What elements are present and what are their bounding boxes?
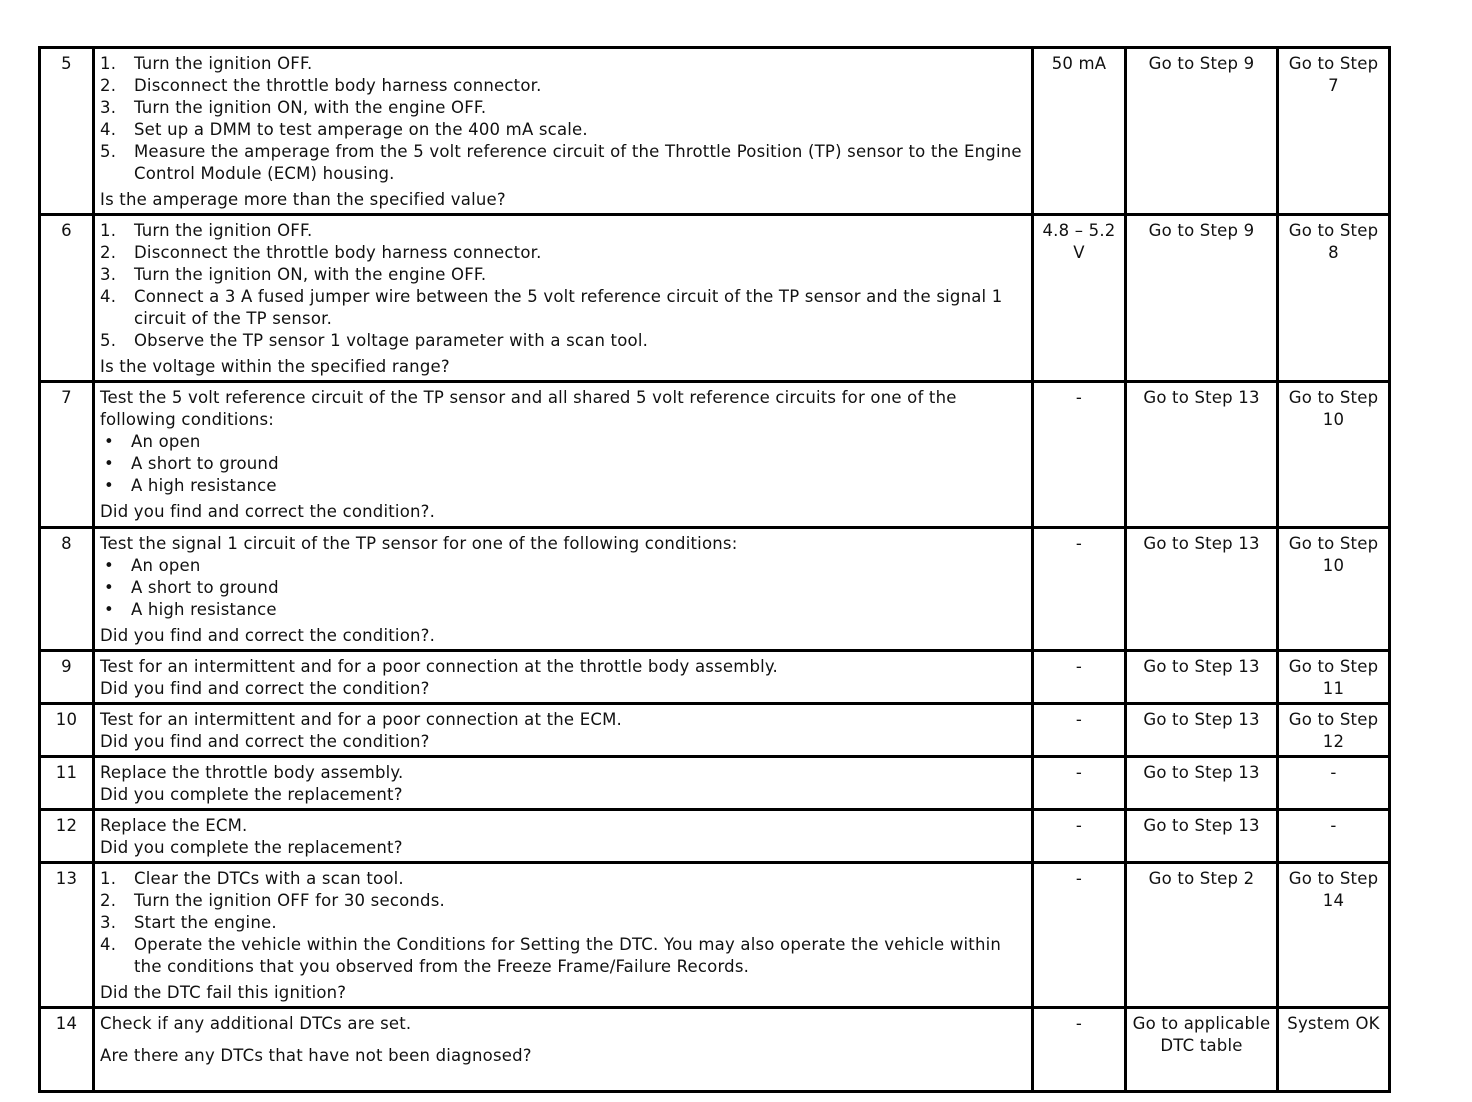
table-row [40, 757, 1390, 810]
step-intro: Test the 5 volt reference circuit of the TP sensor and all shared 5 volt reference circuits for one of the following conditions: [100, 388, 957, 429]
list-item: 1. Turn the ignition OFF. [100, 220, 1026, 242]
list-item: 2. Disconnect the throttle body harness connector. [100, 75, 1026, 97]
step-action [94, 215, 1033, 382]
step-question: Is the amperage more than the specified value? [100, 190, 506, 209]
table-row [40, 651, 1390, 704]
step-question: Is the voltage within the specified range? [100, 357, 450, 376]
step-number: 9 [40, 651, 94, 704]
step-value: - [1033, 863, 1126, 1008]
step-number: 13 [40, 863, 94, 1008]
table-row [40, 1008, 1390, 1092]
table-row [40, 704, 1390, 757]
step-action [94, 382, 1033, 528]
step-yes: Go to Step 13 [1126, 528, 1278, 651]
step-yes: Go to Step 13 [1126, 651, 1278, 704]
step-text: Replace the ECM. [100, 816, 248, 835]
step-value: - [1033, 810, 1126, 863]
list-item: 5. Measure the amperage from the 5 volt reference circuit of the Throttle Position (TP) sensor to the Engine Control Module (ECM) housing. [100, 141, 1026, 185]
step-question: Did you complete the replacement? [100, 785, 403, 804]
step-number: 6 [40, 215, 94, 382]
step-no: Go to Step 14 [1278, 863, 1390, 1008]
step-number: 14 [40, 1008, 94, 1092]
step-value: - [1033, 704, 1126, 757]
table-row [40, 48, 1390, 215]
list-item: 4. Set up a DMM to test amperage on the 400 mA scale. [100, 119, 1026, 141]
step-yes: Go to Step 2 [1126, 863, 1278, 1008]
diagnostic-table [38, 46, 1391, 1093]
step-question: Did the DTC fail this ignition? [100, 983, 347, 1002]
step-yes: Go to applicable DTC table [1126, 1008, 1278, 1092]
step-value: - [1033, 528, 1126, 651]
step-question: Did you find and correct the condition? [100, 679, 430, 698]
step-number: 8 [40, 528, 94, 651]
step-number: 11 [40, 757, 94, 810]
step-action [94, 757, 1033, 810]
step-yes: Go to Step 13 [1126, 810, 1278, 863]
table-row [40, 528, 1390, 651]
list-item: 3. Start the engine. [100, 912, 1026, 934]
step-text: Test for an intermittent and for a poor connection at the ECM. [100, 710, 622, 729]
step-question: Did you find and correct the condition? [100, 732, 430, 751]
step-value: - [1033, 651, 1126, 704]
step-yes: Go to Step 9 [1126, 48, 1278, 215]
list-item: • A short to ground [100, 577, 1026, 599]
step-text: Replace the throttle body assembly. [100, 763, 404, 782]
step-value: - [1033, 382, 1126, 528]
table-row [40, 863, 1390, 1008]
step-no: Go to Step 12 [1278, 704, 1390, 757]
step-yes: Go to Step 13 [1126, 757, 1278, 810]
list-item: 4. Connect a 3 A fused jumper wire between the 5 volt reference circuit of the TP sensor and the signal 1 circuit of the TP sensor. [100, 286, 1026, 330]
table-row [40, 810, 1390, 863]
step-question: Did you find and correct the condition?. [100, 626, 436, 645]
list-item: 2. Disconnect the throttle body harness connector. [100, 242, 1026, 264]
step-question: Are there any DTCs that have not been diagnosed? [100, 1046, 532, 1065]
table-row [40, 382, 1390, 528]
step-question: Did you complete the replacement? [100, 838, 403, 857]
list-item: 5. Observe the TP sensor 1 voltage parameter with a scan tool. [100, 330, 1026, 352]
list-item: 2. Turn the ignition OFF for 30 seconds. [100, 890, 1026, 912]
step-number: 10 [40, 704, 94, 757]
table-row [40, 215, 1390, 382]
list-item: • A high resistance [100, 599, 1026, 621]
list-item: 3. Turn the ignition ON, with the engine OFF. [100, 264, 1026, 286]
step-text: Test for an intermittent and for a poor connection at the throttle body assembly. [100, 657, 778, 676]
list-item: • A short to ground [100, 453, 1026, 475]
step-action [94, 528, 1033, 651]
step-no: - [1278, 810, 1390, 863]
step-no: Go to Step 11 [1278, 651, 1390, 704]
step-intro: Test the signal 1 circuit of the TP sensor for one of the following conditions: [100, 534, 738, 553]
step-value: - [1033, 757, 1126, 810]
step-value: 50 mA [1033, 48, 1126, 215]
step-value: 4.8 – 5.2 V [1033, 215, 1126, 382]
step-no: Go to Step 8 [1278, 215, 1390, 382]
step-action [94, 704, 1033, 757]
step-no: Go to Step 10 [1278, 528, 1390, 651]
step-number: 12 [40, 810, 94, 863]
step-action [94, 651, 1033, 704]
list-item: 3. Turn the ignition ON, with the engine OFF. [100, 97, 1026, 119]
step-no: - [1278, 757, 1390, 810]
step-question: Did you find and correct the condition?. [100, 502, 436, 521]
list-item: • An open [100, 555, 1026, 577]
step-action [94, 810, 1033, 863]
step-yes: Go to Step 9 [1126, 215, 1278, 382]
step-action [94, 48, 1033, 215]
step-yes: Go to Step 13 [1126, 382, 1278, 528]
step-number: 7 [40, 382, 94, 528]
step-action [94, 1008, 1033, 1092]
step-no: Go to Step 7 [1278, 48, 1390, 215]
list-item: 4. Operate the vehicle within the Conditions for Setting the DTC. You may also operate the vehicle within the conditions that you observed from the Freeze Frame/Failure Records. [100, 934, 1026, 978]
step-no: System OK [1278, 1008, 1390, 1092]
list-item: • An open [100, 431, 1026, 453]
step-value: - [1033, 1008, 1126, 1092]
step-text: Check if any additional DTCs are set. [100, 1014, 412, 1033]
list-item: 1. Clear the DTCs with a scan tool. [100, 868, 1026, 890]
list-item: • A high resistance [100, 475, 1026, 497]
list-item: 1. Turn the ignition OFF. [100, 53, 1026, 75]
step-action [94, 863, 1033, 1008]
step-number: 5 [40, 48, 94, 215]
step-no: Go to Step 10 [1278, 382, 1390, 528]
step-yes: Go to Step 13 [1126, 704, 1278, 757]
